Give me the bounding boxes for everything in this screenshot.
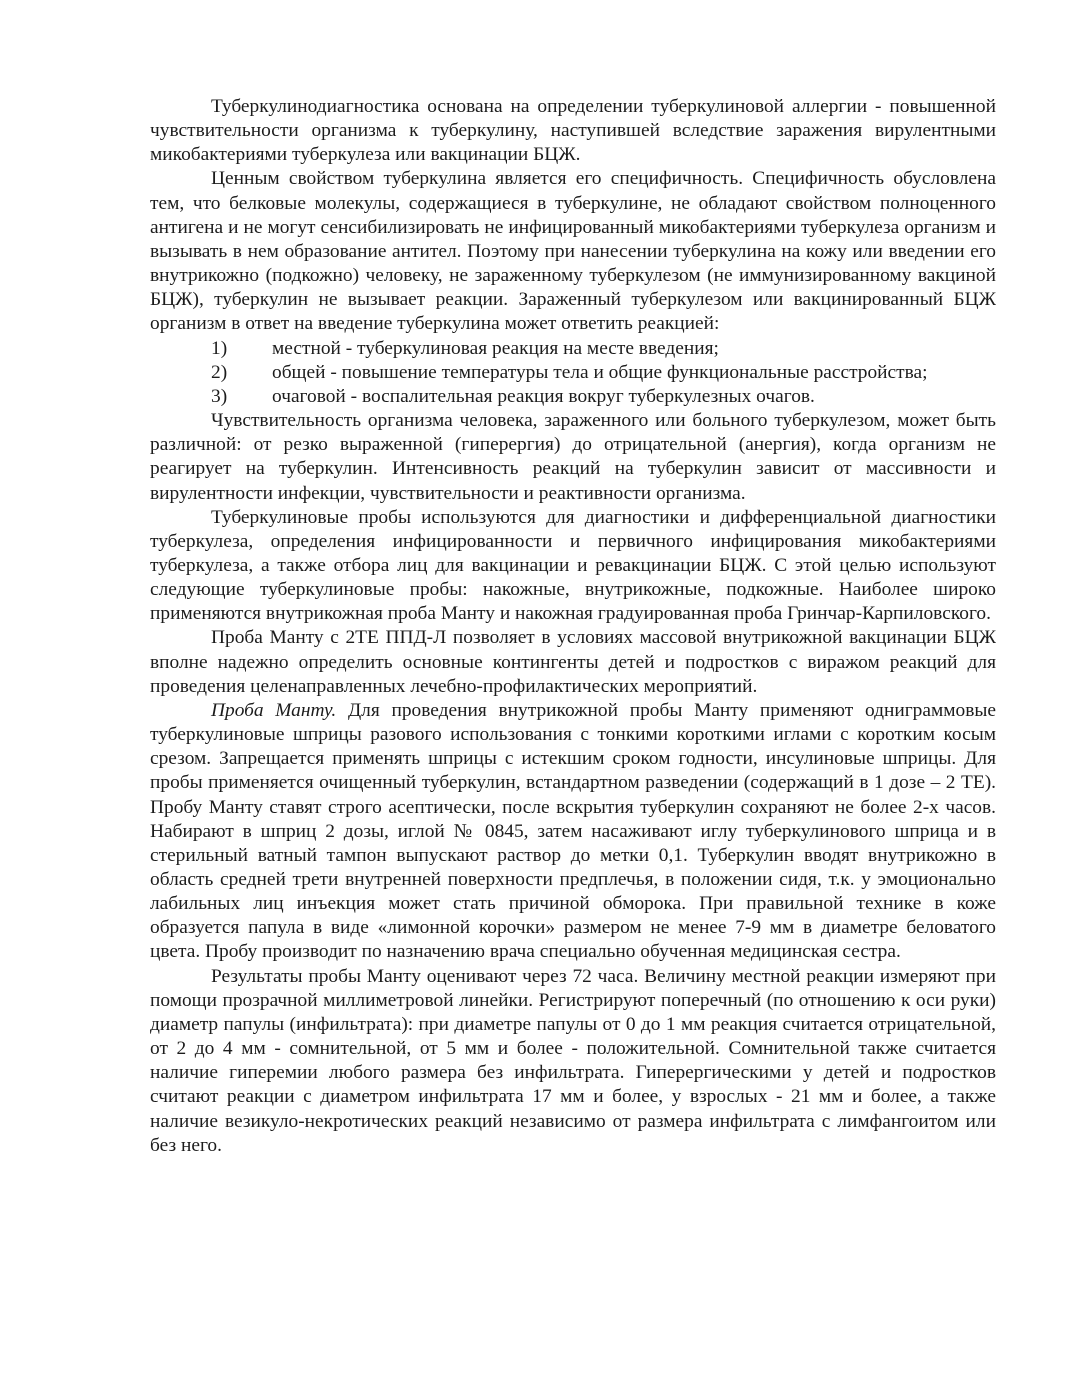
paragraph-specificity: Ценным свойством туберкулина является его специфичность. Специфичность обусловлена тем, что белковые молекулы, содержащиеся в туберкулине, не обладают свойством полноценного антигена и не могут сенсибилизировать не инфицированный микобактериями туберкулеза организм и вызывать в нем образование антител. Поэтому при нанесении туберкулина на кожу или введении его внутрикожно (подкожно) человеку, не зараженному туберкулезом (не иммунизированному вакциной БЦЖ), туберкулин не вызывает реакции. Зараженный туберкулезом или вакцинированный БЦЖ организм в ответ на введение туберкулина может ответить реакцией: (150, 168, 996, 335)
paragraph-results: Результаты пробы Манту оценивают через 72 часа. Величину местной реакции измеряют при помощи прозрачной миллиметровой линейки. Регистрируют поперечный (по отношению к оси руки) диаметр папулы (инфильтрата): при диаметре папулы от 0 до 1 мм реакция считается отрицательной, от 2 до 4 мм - сомнительной, от 5 мм и более - положительной. Сомнительной также считается наличие гиперемии любого размера без инфильтрата. Гиперергическими у детей и подростков считают реакции с диаметром инфильтрата 17 мм и более, у взрослых - 21 мм и более, а также наличие везикуло-некротических реакций независимо от размера инфильтрата с лимфангоитом или без него. (150, 965, 996, 1156)
paragraph-tests: Туберкулиновые пробы используются для диагностики и дифференциальной диагностики туберкулеза, определения инфицированности и первичного инфицирования микобактериями туберкулеза, а также отбора лиц для вакцинации и ревакцинации БЦЖ. С этой целью используют следующие туберкулиновые пробы: накожные, внутрикожные, подкожные. Наиболее широко применяются внутрикожная проба Манту и накожная градуированная проба Гринчар-Карпиловского. (150, 506, 996, 625)
mantoux-heading: Проба Манту. (211, 699, 337, 721)
list-item-number: 1) (211, 337, 228, 359)
paragraph-mantoux-2te: Проба Манту с 2ТЕ ППД-Л позволяет в условиях массовой внутрикожной вакцинации БЦЖ вполне надежно определить основные контингенты детей и подростков с виражом реакций для проведения целенаправленных лечебно-профилактических мероприятий. (150, 627, 996, 697)
list-item (150, 385, 996, 409)
list-item-text: местной - туберкулиновая реакция на месте введения; (272, 337, 719, 359)
paragraph-mantoux-procedure (150, 699, 996, 965)
list-item (150, 361, 996, 385)
list-item-number: 3) (211, 385, 228, 407)
paragraph-sensitivity: Чувствительность организма человека, зараженного или больного туберкулезом, может быть различной: от резко выраженной (гиперергия) до отрицательной (анергия), когда организм не реагирует на туберкулин. Интенсивность реакций на туберкулин зависит от массивности и вирулентности инфекции, чувствительности и реактивности организма. (150, 410, 996, 504)
mantoux-procedure-text: Для проведения внутрикожной пробы Манту применяют одниграммовые туберкулиновые шприцы разового использования с тонкими короткими иглами с коротким косым срезом. Запрещается применять шприцы с истекшим сроком годности, инсулиновые шприцы. Для пробы применяется очищенный туберкулин, встандартном разведении (содержащий в 1 дозе – 2 ТЕ). Пробу Манту ставят строго асептически, после вскрытия туберкулин сохраняют не более 2-х часов. Набирают в шприц 2 дозы, иглой № 0845, затем насаживают иглу туберкулинового шприца и в стерильный ватный тампон выпускают раствор до метки 0,1. Туберкулин вводят внутрикожно в область средней трети внутренней поверхности предплечья, в положении сидя, т.к. у эмоционально лабильных лиц инъекция может стать причиной обморока. При правильной технике в коже образуется папула в виде «лимонной корочки» размером не менее 7-9 мм в диаметре беловатого цвета. Пробу производит по назначению врача специально обученная медицинская сестра. (150, 699, 996, 963)
list-item-text: общей - повышение температуры тела и общие функциональные расстройства; (272, 361, 928, 383)
list-item (150, 337, 996, 361)
document-page (150, 95, 996, 1158)
list-item-number: 2) (211, 361, 228, 383)
list-item-text: очаговой - воспалительная реакция вокруг туберкулезных очагов. (272, 385, 815, 407)
paragraph-intro: Туберкулинодиагностика основана на определении туберкулиновой аллергии - повышенной чувствительности организма к туберкулину, наступившей вследствие заражения вирулентными микобактериями туберкулеза или вакцинации БЦЖ. (150, 96, 996, 166)
